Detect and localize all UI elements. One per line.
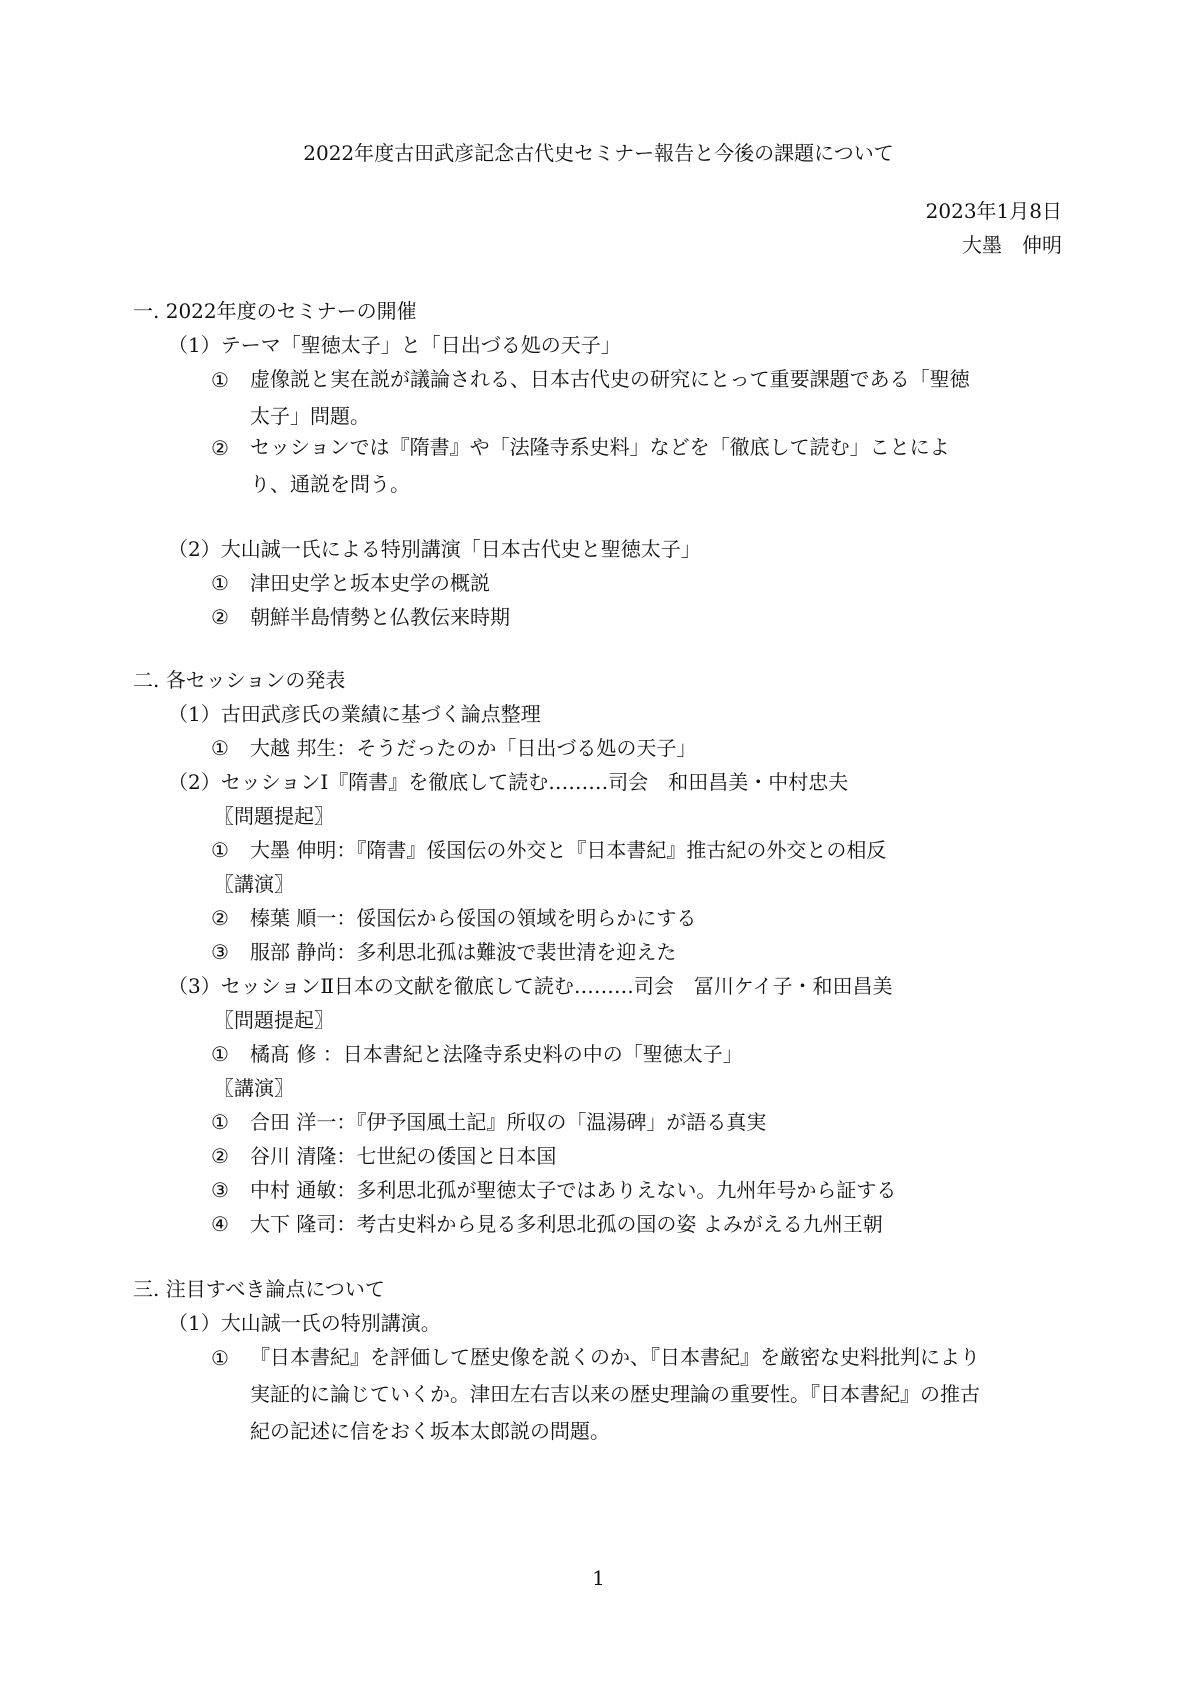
subsection-label: （1）テーマ「聖徳太子」と「日出づる処の天子」 xyxy=(168,333,621,357)
category-tag: 〖講演〗 xyxy=(214,1076,294,1100)
subsection-label: （1）古田武彦氏の業績に基づく論点整理 xyxy=(168,702,541,726)
item-text: 虚像説と実在説が議論される、日本古代史の研究にとって重要課題である「聖徳太子」問題。 xyxy=(250,367,970,428)
section-heading: 二. 各セッションの発表 xyxy=(133,668,346,692)
item-text: 橘髙 修 ：日本書紀と法隆寺系史料の中の「聖徳太子」 xyxy=(250,1042,743,1066)
page-number: 1 xyxy=(592,1566,605,1590)
category-tag: 〖問題提起〗 xyxy=(214,804,334,828)
subsection-label: （2）大山誠一氏による特別講演「日本古代史と聖徳太子」 xyxy=(168,537,701,561)
item-marker: ① xyxy=(211,1346,229,1370)
subsection-label: （3）セッションⅡ日本の文献を徹底して読む………司会 冨川ケイ子・和田昌美 xyxy=(168,974,893,998)
section-heading: 一. 2022年度のセミナーの開催 xyxy=(133,299,417,323)
item-text: 合田 洋一：『伊予国風土記』所収の「温湯碑」が語る真実 xyxy=(250,1110,767,1134)
item-marker: ② xyxy=(211,906,229,930)
section-heading: 三. 注目すべき論点について xyxy=(133,1277,385,1301)
item-text: 榛葉 順一：俀国伝から俀国の領域を明らかにする xyxy=(250,906,697,930)
item-marker: ② xyxy=(211,605,229,629)
category-tag: 〖問題提起〗 xyxy=(214,1008,334,1032)
document-author: 大墨 伸明 xyxy=(962,233,1062,257)
item-marker: ① xyxy=(211,368,229,392)
item-marker: ① xyxy=(211,571,229,595)
item-marker: ③ xyxy=(211,1178,229,1202)
item-text: 中村 通敏：多利思北孤が聖徳太子ではありえない。九州年号から証する xyxy=(250,1178,897,1202)
item-text: 津田史学と坂本史学の概説 xyxy=(250,571,490,595)
subsection-label: （2）セッションⅠ『隋書』を徹底して読む………司会 和田昌美・中村忠夫 xyxy=(168,770,849,794)
item-text: 大下 隆司：考古史料から見る多利思北孤の国の姿 よみがえる九州王朝 xyxy=(250,1212,883,1236)
category-tag: 〖講演〗 xyxy=(214,872,294,896)
subsection-label: （1）大山誠一氏の特別講演。 xyxy=(168,1311,441,1335)
item-text: セッションでは『隋書』や「法隆寺系史料」などを「徹底して読む」ことにより、通説を問う。 xyxy=(250,435,950,496)
item-marker: ① xyxy=(211,1042,229,1066)
item-text: 朝鮮半島情勢と仏教伝来時期 xyxy=(250,605,510,629)
item-text: 大越 邦生：そうだったのか「日出づる処の天子」 xyxy=(250,736,697,760)
item-text: 谷川 清隆：七世紀の倭国と日本国 xyxy=(250,1144,557,1168)
item-marker: ① xyxy=(211,736,229,760)
item-text: 大墨 伸明：『隋書』俀国伝の外交と『日本書紀』推古紀の外交との相反 xyxy=(250,838,887,862)
document-title: 2022年度古田武彦記念古代史セミナー報告と今後の課題について xyxy=(303,141,894,165)
item-marker: ① xyxy=(211,838,229,862)
item-text: 服部 静尚：多利思北孤は難波で裴世清を迎えた xyxy=(250,940,677,964)
item-marker: ① xyxy=(211,1110,229,1134)
document-date: 2023年1月8日 xyxy=(925,199,1062,223)
item-marker: ② xyxy=(211,436,229,460)
item-text: 『日本書紀』を評価して歴史像を説くのか、『日本書紀』を厳密な史料批判により実証的に論じていくか。津田左右吉以来の歴史理論の重要性。『日本書紀』の推古紀の記述に信をおく坂本太郎説の問題。 xyxy=(250,1345,980,1443)
item-marker: ② xyxy=(211,1144,229,1168)
item-marker: ③ xyxy=(211,940,229,964)
item-marker: ④ xyxy=(211,1212,229,1236)
